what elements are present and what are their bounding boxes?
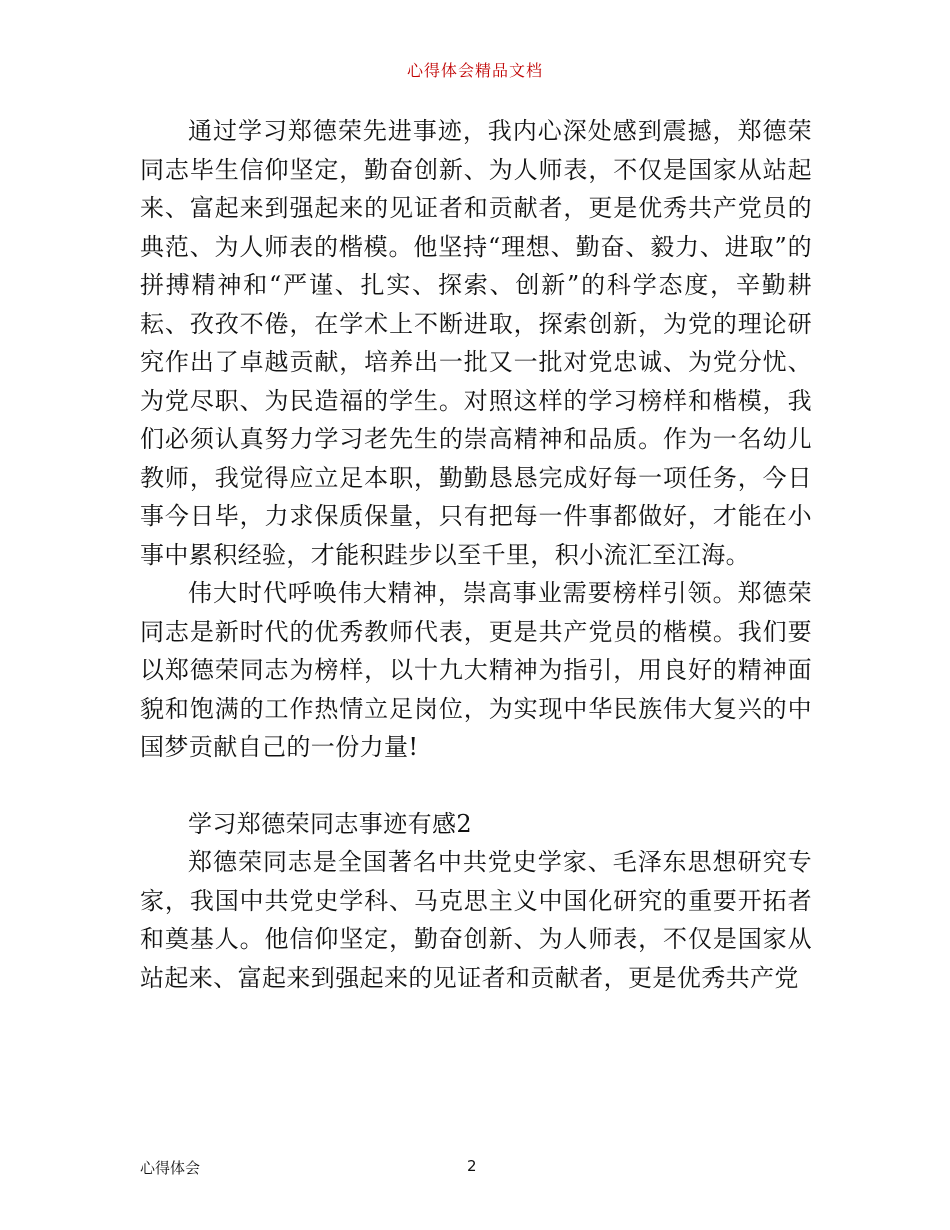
paragraph-1: 通过学习郑德荣先进事迹，我内心深处感到震撼，郑德荣同志毕生信仰坚定，勤奋创新、为人师表，不仅是国家从站起来、富起来到强起来的见证者和贡献者，更是优秀共产党员的典范、为人师表的楷模。他坚持“理想、勤奋、毅力、进取”的拼搏精神和“严谨、扎实、探索、创新”的科学态度，辛勤耕耘、孜孜不倦，在学术上不断进取，探索创新，为党的理论研究作出了卓越贡献，培养出一批又一批对党忠诚、为党分忧、为党尽职、为民造福的学生。对照这样的学习榜样和楷模，我们必须认真努力学习老先生的崇高精神和品质。作为一名幼儿教师，我觉得应立足本职，勤勤恳恳完成好每一项任务，今日事今日毕，力求保质保量，只有把每一件事都做好，才能在小事中累积经验，才能积跬步以至千里，积小流汇至江海。	[140, 117, 812, 569]
document-body	[140, 112, 812, 997]
page-header-title: 心得体会精品文档	[406, 61, 543, 80]
section-heading: 学习郑德荣同志事迹有感2	[188, 809, 473, 838]
section-paragraph: 郑德荣同志是全国著名中共党史学家、毛泽东思想研究专家，我国中共党史学科、马克思主义中国化研究的重要开拓者和奠基人。他信仰坚定，勤奋创新、为人师表，不仅是国家从站起来、富起来到强起来的见证者和贡献者，更是优秀共产党	[140, 848, 812, 992]
paragraph-2: 伟大时代呼唤伟大精神，崇高事业需要榜样引领。郑德荣同志是新时代的优秀教师代表，更是共产党员的楷模。我们要以郑德荣同志为榜样，以十九大精神为指引，用良好的精神面貌和饱满的工作热情立足岗位，为实现中华民族伟大复兴的中国梦贡献自己的一份力量!	[140, 579, 812, 761]
footer-label: 心得体会	[140, 1159, 201, 1177]
footer-page-number: 2	[467, 1157, 477, 1175]
